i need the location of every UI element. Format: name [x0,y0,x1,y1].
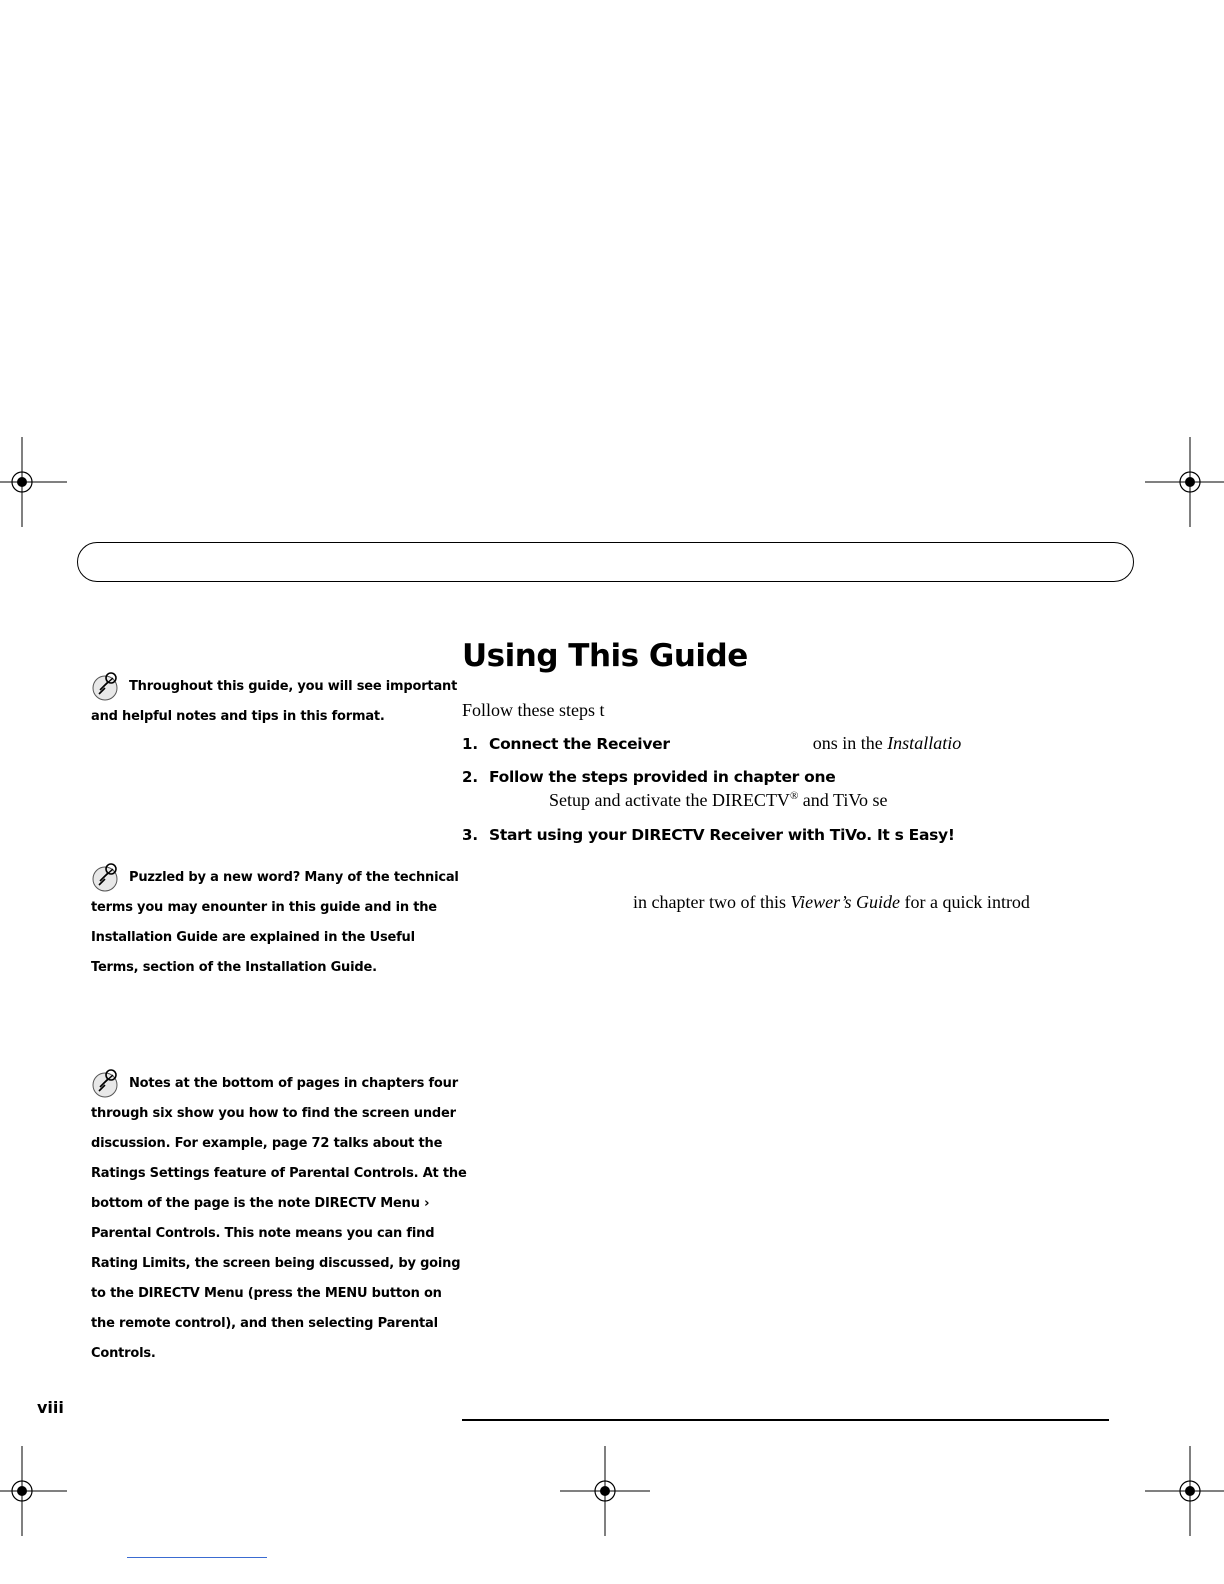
registered-mark: ® [789,790,799,802]
note-line: through six show you how to find the screen under [91,1106,456,1121]
page-title: Using This Guide [462,638,748,674]
note-line: terms you may enounter in this guide and in the [91,900,437,915]
step-heading: Follow the steps provided in chapter one [489,768,836,786]
registration-mark-bottom-right-icon [1145,1446,1224,1536]
step-3 [462,825,955,844]
pushpin-note-icon [91,861,127,893]
step-heading: Start using your DIRECTV Receiver with TiVo. It s Easy! [489,826,955,844]
link-underline [127,1557,267,1558]
intro-text: Follow these steps t [462,700,605,720]
margin-note [91,670,458,732]
footer-rule [462,1419,1109,1421]
step-1 [462,733,961,754]
note-line: Puzzled by a new word? Many of the technical [129,870,459,885]
registration-mark-bottom-left-icon [0,1446,67,1536]
page-number: viii [37,1398,64,1417]
step-text: ons in the [812,733,888,753]
note-line: to the DIRECTV Menu (press the MENU button on [91,1286,442,1301]
margin-note [91,1067,467,1369]
step-3-subtext: in chapter two of this Viewer’s Guide for a quick introd [633,892,1030,912]
step-heading: Connect the Receiver [489,735,670,753]
margin-note [91,861,459,983]
note-line: and helpful notes and tips in this format. [91,709,385,724]
pushpin-note-icon [91,670,127,702]
note-line: Notes at the bottom of pages in chapters four [129,1076,458,1091]
step-2 [462,767,835,786]
step-2-subtext: Setup and activate the DIRECTV® and TiVo se [549,790,888,810]
chapter-header-band [77,542,1134,582]
registration-mark-top-right-icon [1145,437,1224,527]
registration-mark-bottom-center-icon [560,1446,650,1536]
note-line: Installation Guide are explained in the Useful [91,930,415,945]
note-line: the remote control), and then selecting Parental [91,1316,438,1331]
registration-mark-top-left-icon [0,437,67,527]
note-line: Parental Controls. This note means you can find [91,1226,435,1241]
step-text-italic: Installatio [887,733,962,753]
note-line: bottom of the page is the note DIRECTV Menu › [91,1196,430,1211]
note-line: Terms, section of the Installation Guide. [91,960,377,975]
note-line: Controls. [91,1346,156,1361]
note-line: discussion. For example, page 72 talks about the [91,1136,443,1151]
step-number: 1. [462,735,479,753]
note-line: Rating Limits, the screen being discussed, by going [91,1256,461,1271]
step-number: 2. [462,768,479,786]
pushpin-note-icon [91,1067,127,1099]
step-number: 3. [462,826,479,844]
note-line: Ratings Settings feature of Parental Controls. At the [91,1166,467,1181]
note-line: Throughout this guide, you will see important [129,679,458,694]
